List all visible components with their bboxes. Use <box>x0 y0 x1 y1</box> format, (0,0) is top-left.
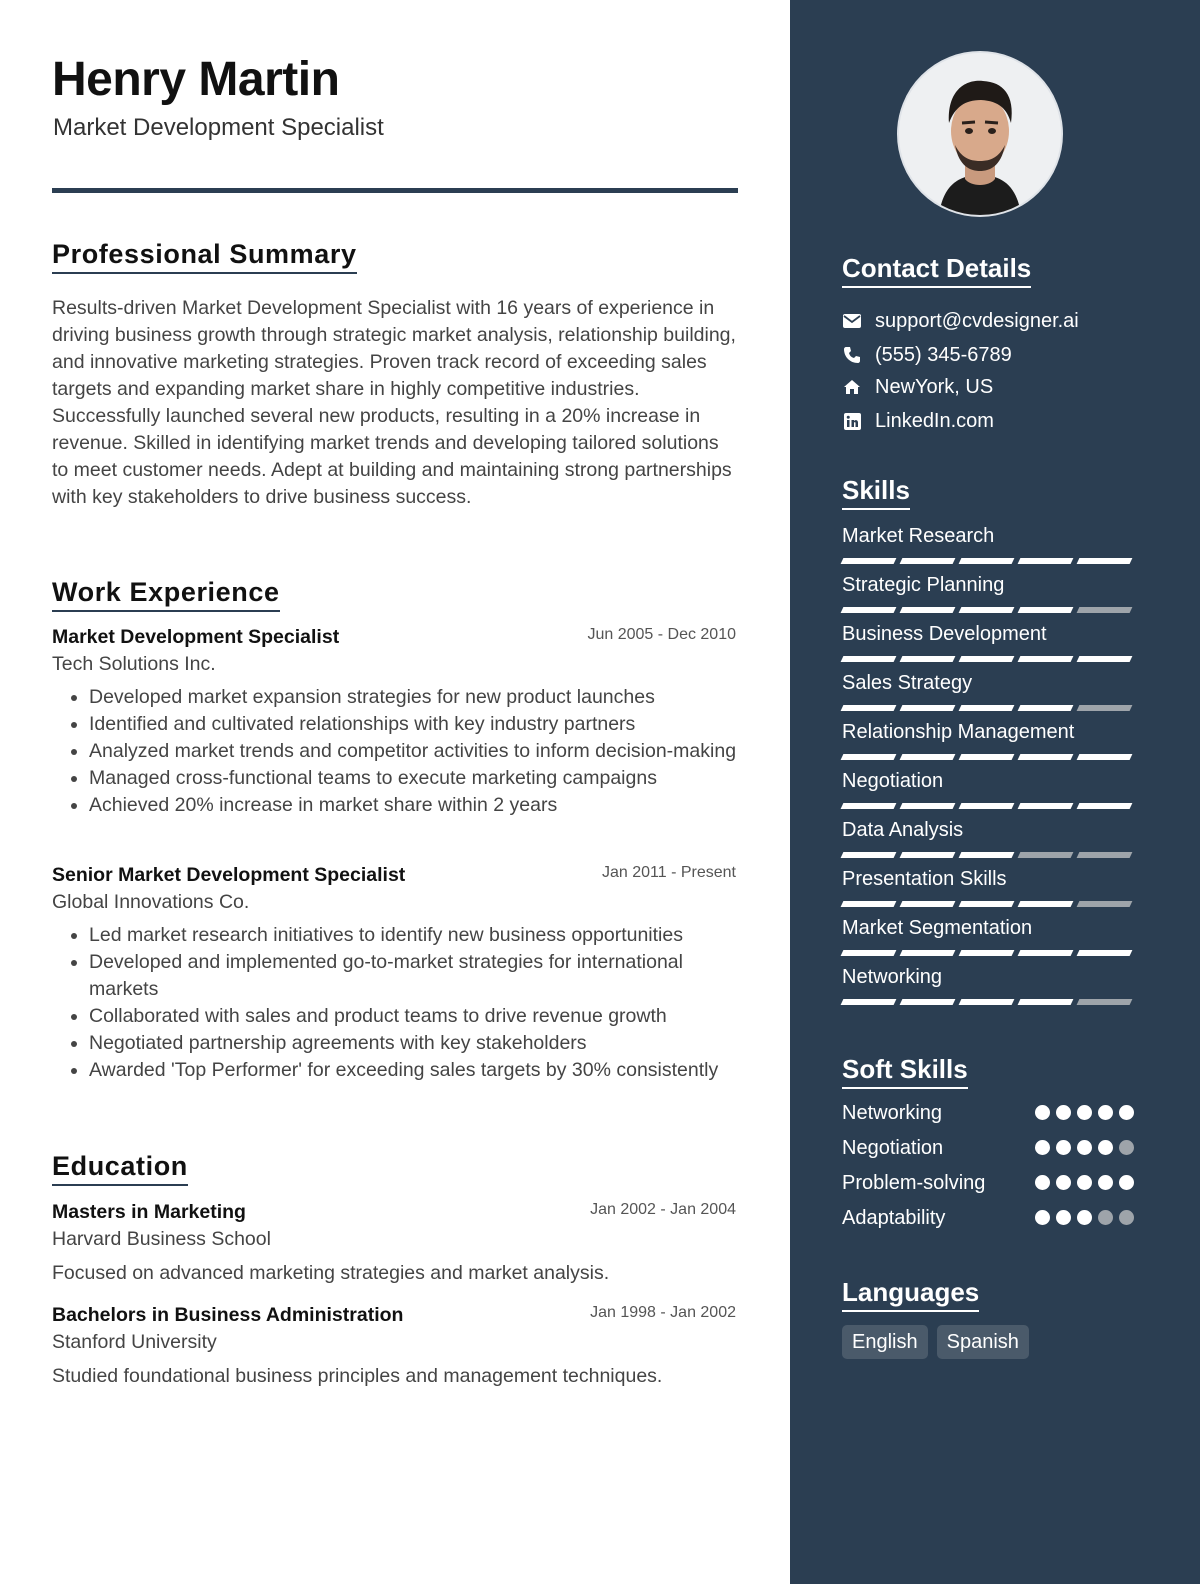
soft-skill-item <box>842 1133 1134 1163</box>
job-bullet: • Awarded 'Top Performer' for exceeding sales targets by 30% consistently <box>89 1057 738 1084</box>
summary-heading: Professional Summary <box>52 238 357 274</box>
skill-level-segment-filled <box>900 999 956 1005</box>
skill-name: Market Segmentation <box>842 917 1033 939</box>
skill-item <box>842 963 1134 1005</box>
soft-skill-rating <box>1035 1175 1134 1190</box>
candidate-title: Market Development Specialist <box>53 114 384 141</box>
contact-location-text: NewYork, US <box>875 376 994 398</box>
skill-level-segment-empty <box>1077 607 1133 613</box>
soft-skills-heading: Soft Skills <box>842 1053 968 1089</box>
skill-item <box>842 669 1134 711</box>
skill-level-segment-filled <box>959 852 1015 858</box>
rating-dot-filled <box>1077 1210 1092 1225</box>
job-bullet: • Negotiated partnership agreements with key stakeholders <box>89 1030 738 1057</box>
contact-heading: Contact Details <box>842 252 1031 288</box>
rating-dot-filled <box>1119 1175 1134 1190</box>
skill-item <box>842 718 1134 760</box>
job-company: Global Innovations Co. <box>52 891 250 913</box>
linkedin-icon <box>842 411 862 431</box>
skill-name: Market Research <box>842 525 995 547</box>
skill-level-segment-filled <box>900 803 956 809</box>
skill-level-segment-filled <box>900 705 956 711</box>
skill-level-segment-filled <box>841 901 897 907</box>
skill-level-segment-filled <box>1018 999 1074 1005</box>
job-entry <box>52 862 738 1084</box>
skill-item <box>842 522 1134 564</box>
person-portrait-icon <box>899 53 1061 215</box>
profile-photo <box>897 51 1063 217</box>
skill-level-bar <box>842 754 1134 760</box>
contact-location <box>842 373 993 401</box>
skill-level-segment-filled <box>1018 558 1074 564</box>
edu-dates: Jan 1998 - Jan 2002 <box>590 1304 736 1321</box>
edu-degree: Masters in Marketing <box>52 1201 246 1223</box>
skill-level-segment-filled <box>1077 754 1133 760</box>
skill-level-segment-filled <box>1077 950 1133 956</box>
skill-level-bar <box>842 656 1134 662</box>
contact-email-text: support@cvdesigner.ai <box>875 310 1079 332</box>
skill-name: Relationship Management <box>842 721 1075 743</box>
language-tag: Spanish <box>937 1325 1029 1359</box>
skill-name: Networking <box>842 966 943 988</box>
skill-item <box>842 865 1134 907</box>
skill-name: Negotiation <box>842 770 944 792</box>
skill-level-segment-filled <box>900 558 956 564</box>
rating-dot-filled <box>1035 1140 1050 1155</box>
skill-level-segment-empty <box>1077 705 1133 711</box>
summary-text: Results-driven Market Development Specialist with 16 years of experience in driving business growth through strategic market analysis, relationship building, and innovative marketing strategies. Proven track record of exceeding sales targets and expanding market share in highly competitive industries. Successfully launched several new products, resulting in a 20% increase in revenue. Skilled in identifying market trends and developing tailored solutions to meet customer needs. Adept at building and maintaining strong partnerships with key stakeholders to drive business success. <box>52 297 736 508</box>
skill-name: Business Development <box>842 623 1047 645</box>
rating-dot-filled <box>1098 1105 1113 1120</box>
skill-level-segment-filled <box>959 950 1015 956</box>
skill-level-bar <box>842 803 1134 809</box>
job-bullets <box>52 684 738 819</box>
skill-level-segment-filled <box>900 607 956 613</box>
skill-level-segment-filled <box>959 558 1015 564</box>
soft-skill-rating <box>1035 1210 1134 1225</box>
education-entry <box>52 1302 738 1390</box>
header-divider <box>52 188 738 193</box>
contact-email[interactable] <box>842 307 1079 335</box>
skill-level-segment-filled <box>1018 754 1074 760</box>
edu-description: Studied foundational business principles and management techniques. <box>52 1365 663 1387</box>
skill-level-segment-filled <box>841 852 897 858</box>
edu-school: Harvard Business School <box>52 1228 271 1250</box>
skill-level-segment-filled <box>841 803 897 809</box>
soft-skill-item <box>842 1203 1134 1233</box>
skill-name: Strategic Planning <box>842 574 1005 596</box>
skill-level-segment-filled <box>900 950 956 956</box>
job-dates: Jun 2005 - Dec 2010 <box>587 626 736 643</box>
edu-description: Focused on advanced marketing strategies and market analysis. <box>52 1262 610 1284</box>
job-bullet: • Collaborated with sales and product teams to drive revenue growth <box>89 1003 738 1030</box>
contact-phone[interactable] <box>842 341 1012 369</box>
job-bullet: • Led market research initiatives to identify new business opportunities <box>89 922 738 949</box>
skill-level-segment-empty <box>1077 999 1133 1005</box>
skill-level-segment-empty <box>1018 852 1074 858</box>
skill-level-segment-filled <box>841 950 897 956</box>
rating-dot-empty <box>1098 1210 1113 1225</box>
skill-level-segment-filled <box>900 656 956 662</box>
soft-skill-name: Negotiation <box>842 1137 944 1159</box>
job-bullet: • Developed and implemented go-to-market strategies for international markets <box>89 949 738 1003</box>
phone-icon <box>842 345 862 365</box>
skill-level-segment-filled <box>841 558 897 564</box>
language-tag: English <box>842 1325 928 1359</box>
job-role: Senior Market Development Specialist <box>52 864 406 886</box>
soft-skill-item <box>842 1168 1134 1198</box>
rating-dot-filled <box>1119 1105 1134 1120</box>
job-bullet: • Developed market expansion strategies for new product launches <box>89 684 738 711</box>
skill-item <box>842 914 1134 956</box>
skill-level-segment-filled <box>959 803 1015 809</box>
home-icon <box>842 377 862 397</box>
rating-dot-filled <box>1077 1175 1092 1190</box>
rating-dot-filled <box>1077 1105 1092 1120</box>
skill-level-segment-filled <box>900 852 956 858</box>
skill-name: Presentation Skills <box>842 868 1007 890</box>
skill-level-bar <box>842 558 1134 564</box>
soft-skill-name: Adaptability <box>842 1207 946 1229</box>
languages-heading: Languages <box>842 1276 979 1312</box>
skill-level-bar <box>842 901 1134 907</box>
skill-level-segment-filled <box>900 901 956 907</box>
skill-level-segment-filled <box>959 901 1015 907</box>
skill-level-segment-empty <box>1077 852 1133 858</box>
skill-level-segment-filled <box>1018 705 1074 711</box>
skill-level-segment-filled <box>900 754 956 760</box>
soft-skill-rating <box>1035 1140 1134 1155</box>
job-bullet: • Analyzed market trends and competitor activities to inform decision-making <box>89 738 738 765</box>
job-company: Tech Solutions Inc. <box>52 653 216 675</box>
languages-list <box>842 1325 1029 1359</box>
soft-skill-name: Problem-solving <box>842 1172 986 1194</box>
soft-skill-rating <box>1035 1105 1134 1120</box>
edu-school: Stanford University <box>52 1331 217 1353</box>
edu-degree: Bachelors in Business Administration <box>52 1304 404 1326</box>
education-entry <box>52 1199 738 1287</box>
education-heading: Education <box>52 1150 188 1186</box>
skill-level-bar <box>842 705 1134 711</box>
skill-level-bar <box>842 999 1134 1005</box>
skill-level-segment-filled <box>841 754 897 760</box>
skill-level-segment-filled <box>959 754 1015 760</box>
rating-dot-filled <box>1035 1210 1050 1225</box>
contact-linkedin-text: LinkedIn.com <box>875 410 994 432</box>
skill-item <box>842 816 1134 858</box>
skill-level-bar <box>842 607 1134 613</box>
rating-dot-filled <box>1056 1210 1071 1225</box>
skill-level-segment-filled <box>1018 950 1074 956</box>
rating-dot-filled <box>1056 1105 1071 1120</box>
skill-level-segment-filled <box>1077 656 1133 662</box>
job-dates: Jan 2011 - Present <box>601 864 736 881</box>
skill-level-segment-filled <box>841 705 897 711</box>
skill-level-segment-filled <box>1018 607 1074 613</box>
skill-level-segment-empty <box>1077 901 1133 907</box>
rating-dot-filled <box>1056 1140 1071 1155</box>
skill-level-segment-filled <box>1018 656 1074 662</box>
soft-skill-name: Networking <box>842 1102 943 1124</box>
job-entry <box>52 624 738 819</box>
skill-level-segment-filled <box>1077 558 1133 564</box>
skill-name: Sales Strategy <box>842 672 973 694</box>
skill-level-segment-filled <box>959 999 1015 1005</box>
job-bullet: • Managed cross-functional teams to execute marketing campaigns <box>89 765 738 792</box>
skill-item <box>842 620 1134 662</box>
contact-phone-text: (555) 345-6789 <box>875 344 1012 366</box>
skill-item <box>842 767 1134 809</box>
skill-level-segment-filled <box>1018 901 1074 907</box>
rating-dot-filled <box>1077 1140 1092 1155</box>
job-role: Market Development Specialist <box>52 626 340 648</box>
rating-dot-empty <box>1119 1210 1134 1225</box>
skill-level-segment-filled <box>959 656 1015 662</box>
job-bullet: • Identified and cultivated relationships with key industry partners <box>89 711 738 738</box>
skill-name: Data Analysis <box>842 819 964 841</box>
skill-item <box>842 571 1134 613</box>
job-bullets <box>52 922 738 1084</box>
experience-heading: Work Experience <box>52 576 280 612</box>
job-bullet: • Achieved 20% increase in market share within 2 years <box>89 792 738 819</box>
skill-level-segment-filled <box>841 656 897 662</box>
skill-level-segment-filled <box>841 607 897 613</box>
skill-level-segment-filled <box>959 607 1015 613</box>
skill-level-bar <box>842 852 1134 858</box>
rating-dot-filled <box>1098 1175 1113 1190</box>
contact-linkedin[interactable] <box>842 407 994 435</box>
skill-level-segment-filled <box>959 705 1015 711</box>
skill-level-segment-filled <box>841 999 897 1005</box>
skill-level-segment-filled <box>1077 803 1133 809</box>
skill-level-bar <box>842 950 1134 956</box>
rating-dot-filled <box>1035 1105 1050 1120</box>
rating-dot-filled <box>1056 1175 1071 1190</box>
envelope-icon <box>842 311 862 331</box>
skill-level-segment-filled <box>1018 803 1074 809</box>
rating-dot-empty <box>1119 1140 1134 1155</box>
candidate-name: Henry Martin <box>52 53 340 106</box>
skills-heading: Skills <box>842 474 910 510</box>
rating-dot-filled <box>1098 1140 1113 1155</box>
soft-skill-item <box>842 1098 1134 1128</box>
edu-dates: Jan 2002 - Jan 2004 <box>590 1201 736 1218</box>
rating-dot-filled <box>1035 1175 1050 1190</box>
